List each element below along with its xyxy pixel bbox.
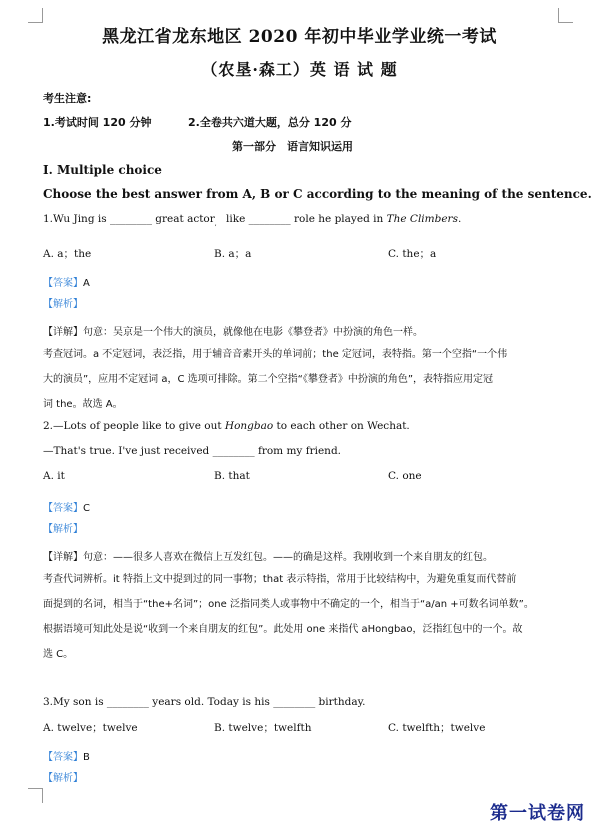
q3-option-c: C. twelfth；twelve xyxy=(388,722,486,734)
q1-stem-part-b: like ________ role he played in xyxy=(226,213,384,225)
q1-detail-label: 【详解】 xyxy=(43,327,83,338)
notice-heading: 考生注意: xyxy=(43,92,92,105)
q2-explanation-4: 选 C。 xyxy=(43,649,74,660)
q2-detail-text: 句意：——很多人喜欢在微信上互发红包。——的确是这样。我刚收到一个来自朋友的红包。 xyxy=(83,552,493,563)
q2-option-c: C. one xyxy=(388,470,422,482)
q2-answer-label: 【答案】 xyxy=(43,503,83,514)
q1-option-b: B. a；a xyxy=(214,248,252,260)
q2-analysis-label: 【解析】 xyxy=(43,524,83,535)
q1-stem-end: . xyxy=(457,213,462,225)
q2-answer-line xyxy=(43,496,90,515)
q1-stem-part-a: 1.Wu Jing is ________ great actor xyxy=(43,213,215,225)
q3-answer-value: B xyxy=(83,752,90,763)
q3-analysis-label: 【解析】 xyxy=(43,773,83,784)
q2-option-b: B. that xyxy=(214,470,250,482)
q1-answer-label: 【答案】 xyxy=(43,278,83,289)
q1-explanation-1: 考查冠词。a 不定冠词，表泛指，用于辅音音素开头的单词前；the 定冠词，表特指。第一个空指“一个伟 xyxy=(43,349,508,360)
part-title: 第一部分 语言知识运用 xyxy=(232,140,353,153)
q1-stem-mark: , xyxy=(214,220,217,228)
q3-option-b: B. twelve；twelfth xyxy=(214,722,312,734)
q2-stem-line1 xyxy=(43,420,410,432)
q3-answer-line xyxy=(43,745,90,764)
exam-title-line1: 黑龙江省龙东地区 2020 年初中毕业学业统一考试 xyxy=(102,27,497,47)
notice-item-2: 2.全卷共六道大题，总分 120 分 xyxy=(188,116,352,129)
q1-stem xyxy=(43,213,461,227)
q2-stem-part-b: to each other on Wechat. xyxy=(276,420,410,432)
q1-explanation-3: 词 the。故选 A。 xyxy=(43,399,123,410)
q3-answer-label: 【答案】 xyxy=(43,752,83,763)
notice-item-1: 1.考试时间 120 分钟 xyxy=(43,116,152,129)
q2-detail-label: 【详解】 xyxy=(43,552,83,563)
q2-explanation-2: 面提到的名词，相当于“the+名词”；one 泛指同类人或事物中不确定的一个，相当于“a/an +可数名词单数”。 xyxy=(43,599,534,610)
q2-stem-part-a: 2.—Lots of people like to give out xyxy=(43,420,222,432)
q2-stem-line2: —That's true. I've just received ________ from my friend. xyxy=(43,445,342,457)
site-brand-logo: 第一试卷网 xyxy=(490,803,585,824)
q1-option-c: C. the；a xyxy=(388,248,437,260)
q1-detail-line xyxy=(43,320,423,339)
q2-answer-value: C xyxy=(83,503,90,514)
q1-answer-line xyxy=(43,271,90,290)
q1-answer-value: A xyxy=(83,278,90,289)
exam-title-line2: （农垦·森工）英 语 试 题 xyxy=(201,60,398,79)
q1-analysis-label: 【解析】 xyxy=(43,299,83,310)
corner-mark-bottom-left xyxy=(28,788,43,803)
q3-stem: 3.My son is ________ years old. Today is his ________ birthday. xyxy=(43,696,366,708)
q3-option-a: A. twelve；twelve xyxy=(43,722,138,734)
q2-explanation-1: 考查代词辨析。it 特指上文中提到过的同一事物；that 表示特指，常用于比较结构中，为避免重复而代替前 xyxy=(43,574,517,585)
q2-option-a: A. it xyxy=(43,470,65,482)
q1-option-a: A. a；the xyxy=(43,248,92,260)
q2-explanation-3: 根据语境可知此处是说“收到一个来自朋友的红包”。此处用 one 来指代 aHongbao，泛指红包中的一个。故 xyxy=(43,624,523,635)
section-heading: I. Multiple choice xyxy=(43,163,162,177)
corner-mark-top-right xyxy=(558,8,573,23)
q1-detail-text: 句意：吴京是一个伟大的演员，就像他在电影《攀登者》中扮演的角色一样。 xyxy=(83,327,423,338)
q2-detail-line xyxy=(43,545,493,564)
q1-explanation-2: 大的演员”，应用不定冠词 a，C 选项可排除。第二个空指“《攀登者》中扮演的角色”，表特指应用定冠 xyxy=(43,374,494,385)
q1-stem-italic: The Climbers xyxy=(386,213,458,225)
q2-stem-italic: Hongbao xyxy=(224,420,274,432)
corner-mark-top-left xyxy=(28,8,43,23)
section-instruction: Choose the best answer from A, B or C according to the meaning of the sentence. xyxy=(43,187,592,201)
